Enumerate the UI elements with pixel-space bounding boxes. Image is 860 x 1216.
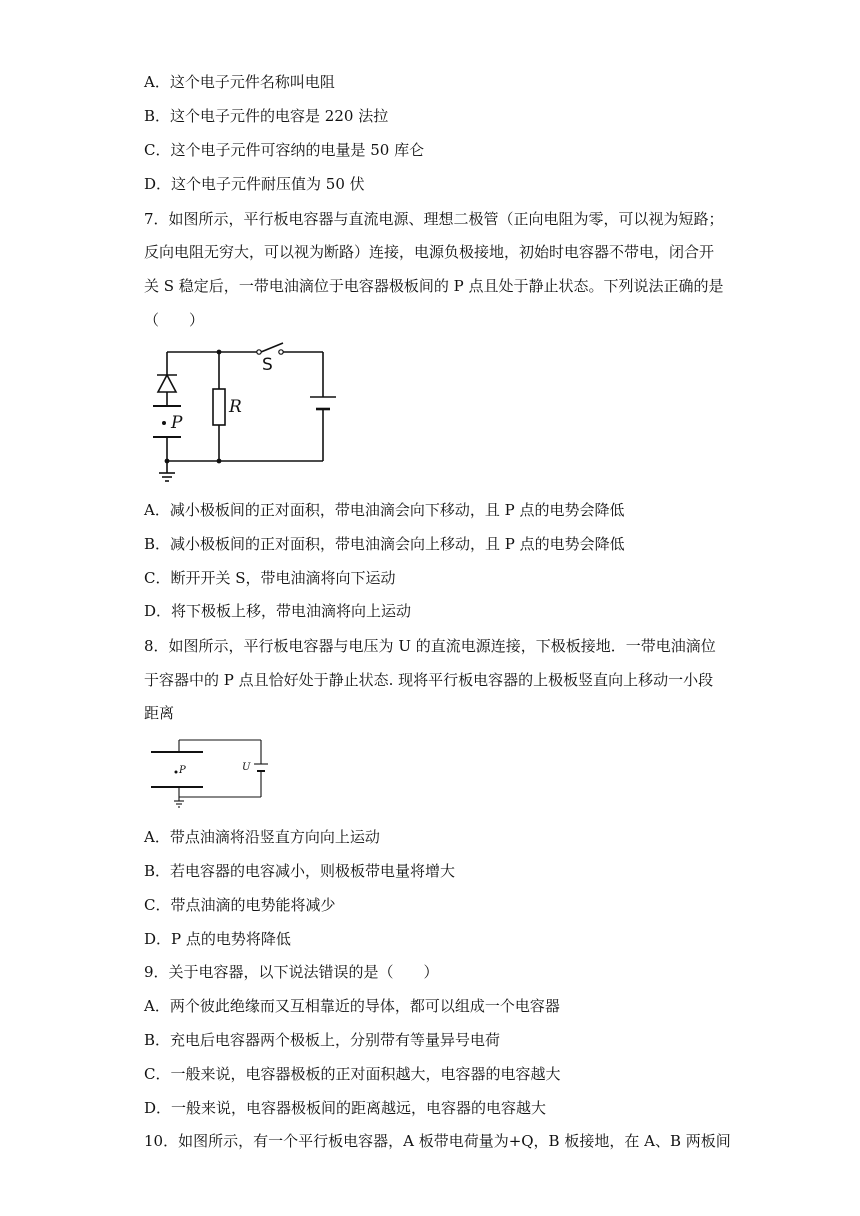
q9-option-b: B．充电后电容器两个极板上，分别带有等量异号电荷 [144, 1031, 501, 1049]
q7-option-c: C．断开开关 S，带电油滴将向下运动 [144, 569, 396, 587]
q7-stem-line-1: 7．如图所示，平行板电容器与直流电源、理想二极管（正向电阻为零，可以视为短路； [144, 210, 724, 228]
q7-stem-line-3: 关 S 稳定后，一带电油滴位于电容器极板间的 P 点且处于静止状态。下列说法正确的是 [144, 277, 724, 295]
q7-stem-line-4: （ ） [144, 311, 205, 329]
q7-option-a: A．减小极板间的正对面积，带电油滴会向下移动，且 P 点的电势会降低 [144, 501, 625, 519]
q10-stem: 10．如图所示，有一个平行板电容器，A 板带电荷量为+Q，B 板接地，在 A、B 两板间 [144, 1132, 731, 1150]
q6-option-b: B．这个电子元件的电容是 220 法拉 [144, 107, 389, 125]
q9-option-a: A．两个彼此绝缘而又互相靠近的导体，都可以组成一个电容器 [144, 997, 560, 1015]
q8-stem-line-3: 距离 [144, 704, 175, 722]
q8-option-a: A．带点油滴将沿竖直方向向上运动 [144, 828, 380, 846]
q9-stem: 9．关于电容器，以下说法错误的是（ ） [144, 963, 439, 981]
q7-option-d: D．将下极板上移，带电油滴将向上运动 [144, 602, 412, 620]
q6-option-a: A．这个电子元件名称叫电阻 [144, 73, 335, 91]
q7-option-b: B．减小极板间的正对面积，带电油滴会向上移动，且 P 点的电势会降低 [144, 535, 625, 553]
q7-point-label: P [171, 413, 183, 433]
q8-option-d: D．P 点的电势将降低 [144, 930, 291, 948]
q6-option-d: D．这个电子元件耐压值为 50 伏 [144, 175, 365, 193]
q8-point-label: P [179, 765, 186, 776]
q7-switch-label: S [262, 355, 273, 375]
q9-option-c: C．一般来说，电容器极板的正对面积越大，电容器的电容越大 [144, 1065, 561, 1083]
q8-stem-line-1: 8．如图所示，平行板电容器与电压为 U 的直流电源连接，下极板接地．一带电油滴位 [144, 637, 716, 655]
q8-option-b: B．若电容器的电容减小，则极板带电量将增大 [144, 862, 456, 880]
q7-resistor-label: R [229, 397, 242, 417]
q7-stem-line-2: 反向电阻无穷大，可以视为断路）连接，电源负极接地，初始时电容器不带电，闭合开 [144, 243, 715, 261]
q6-option-c: C．这个电子元件可容纳的电量是 50 库仑 [144, 141, 425, 159]
q8-option-c: C．带点油滴的电势能将减少 [144, 896, 336, 914]
q8-source-label: U [242, 762, 251, 773]
q9-option-d: D．一般来说，电容器极板间的距离越远，电容器的电容越大 [144, 1099, 547, 1117]
q8-stem-line-2: 于容器中的 P 点且恰好处于静止状态. 现将平行板电容器的上极板竖直向上移动一小段 [144, 671, 714, 689]
